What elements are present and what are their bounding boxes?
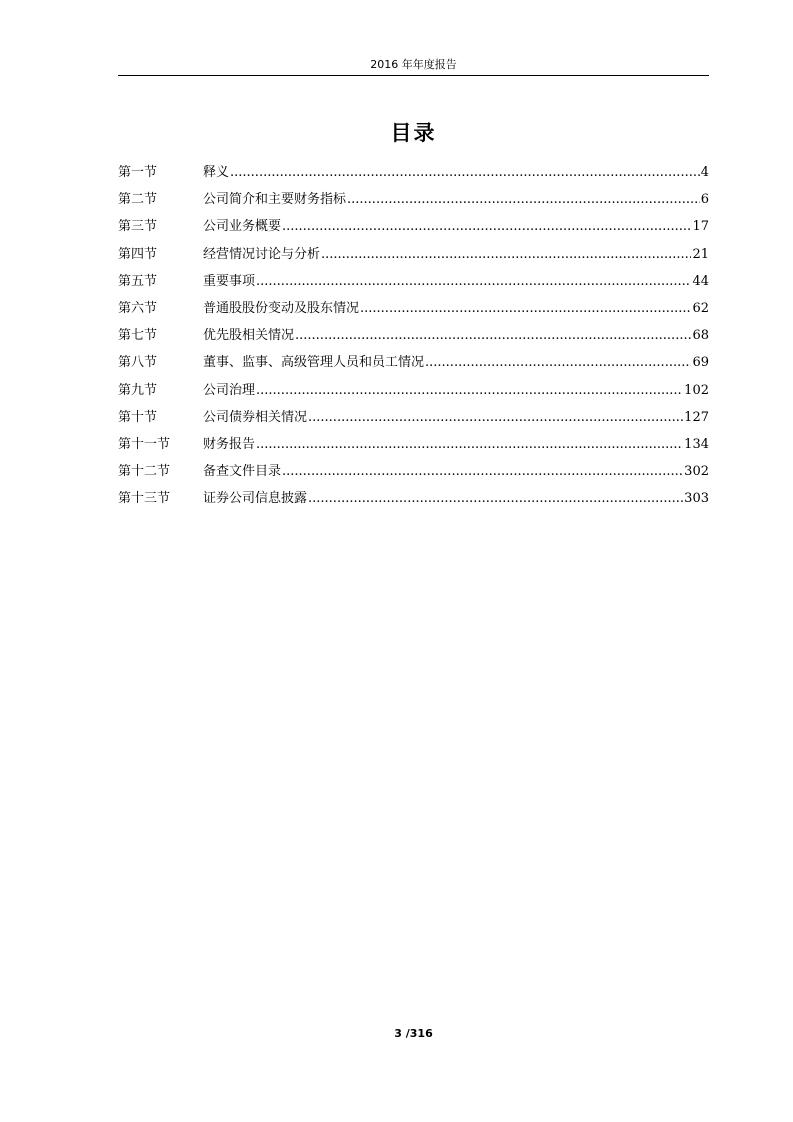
toc-page-number: 4 — [700, 165, 709, 180]
toc-entry-3[interactable] — [118, 213, 709, 240]
toc-section-label: 第十二节 — [118, 464, 171, 480]
toc-entry-13[interactable] — [118, 485, 709, 512]
toc-dot-leader — [295, 322, 691, 349]
toc-dot-leader — [308, 485, 683, 512]
toc-section-label: 第十节 — [118, 409, 158, 425]
toc-entry-11[interactable] — [118, 431, 709, 458]
toc-page-number: 102 — [684, 382, 709, 398]
toc-page-number: 303 — [684, 491, 709, 507]
toc-entry-8[interactable] — [118, 349, 709, 376]
toc-section-title: 优先股相关情况 — [203, 328, 295, 344]
toc-entry-5[interactable] — [118, 268, 709, 295]
toc-page-number: 6 — [700, 192, 709, 208]
toc-page-number: 127 — [684, 409, 709, 425]
toc-page-number: 62 — [692, 300, 709, 316]
toc-dot-leader — [256, 377, 683, 404]
toc-section-title: 公司业务概要 — [203, 219, 282, 235]
table-of-contents — [118, 159, 709, 512]
toc-page-number: 21 — [692, 246, 709, 262]
toc-entry-9[interactable] — [118, 377, 709, 404]
toc-dot-leader — [347, 186, 700, 213]
toc-entry-7[interactable] — [118, 322, 709, 349]
toc-section-label: 第四节 — [118, 246, 158, 262]
toc-dot-leader — [308, 404, 683, 431]
toc-entry-4[interactable] — [118, 241, 709, 268]
toc-section-title: 公司治理 — [203, 382, 256, 398]
toc-section-label: 第七节 — [118, 328, 158, 344]
toc-section-label: 第一节 — [118, 165, 158, 180]
toc-entry-10[interactable] — [118, 404, 709, 431]
toc-dot-leader — [360, 295, 691, 322]
toc-section-label: 第八节 — [118, 355, 158, 371]
toc-section-label: 第六节 — [118, 300, 158, 316]
toc-section-label: 第二节 — [118, 192, 158, 208]
toc-dot-leader — [425, 349, 691, 376]
toc-dot-leader — [256, 268, 691, 295]
toc-section-title: 重要事项 — [203, 273, 256, 289]
toc-entry-2[interactable] — [118, 186, 709, 213]
toc-section-title: 备查文件目录 — [203, 464, 282, 480]
toc-entry-12[interactable] — [118, 458, 709, 485]
toc-section-label: 第三节 — [118, 219, 158, 235]
toc-section-title: 财务报告 — [203, 436, 256, 452]
page-footer-number: 3 /316 — [394, 1027, 433, 1040]
toc-dot-leader — [282, 458, 683, 485]
page-header: 2016 年年度报告 — [370, 58, 457, 71]
toc-page-number: 69 — [692, 355, 709, 371]
toc-entry-1[interactable] — [118, 159, 709, 186]
toc-section-title: 普通股股份变动及股东情况 — [203, 300, 360, 316]
toc-dot-leader — [230, 159, 700, 186]
toc-section-label: 第十一节 — [118, 436, 171, 452]
toc-page-number: 68 — [692, 328, 709, 344]
toc-section-title: 经营情况讨论与分析 — [203, 246, 321, 262]
toc-section-title: 公司债券相关情况 — [203, 409, 308, 425]
toc-page-number: 17 — [692, 219, 709, 235]
toc-section-label: 第十三节 — [118, 491, 171, 507]
toc-section-label: 第九节 — [118, 382, 158, 398]
toc-dot-leader — [256, 431, 683, 458]
toc-page-number: 44 — [692, 273, 709, 289]
page-title: 目录 — [390, 121, 437, 145]
toc-dot-leader — [282, 213, 691, 240]
toc-section-title: 证券公司信息披露 — [203, 491, 308, 507]
toc-section-title: 释义 — [203, 165, 230, 180]
toc-entry-6[interactable] — [118, 295, 709, 322]
toc-section-title: 公司简介和主要财务指标 — [203, 192, 347, 208]
toc-section-title: 董事、监事、高级管理人员和员工情况 — [203, 355, 425, 371]
toc-page-number: 302 — [684, 464, 709, 480]
header-divider — [118, 75, 709, 76]
toc-section-label: 第五节 — [118, 273, 158, 289]
toc-page-number: 134 — [684, 436, 709, 452]
toc-dot-leader — [321, 241, 691, 268]
